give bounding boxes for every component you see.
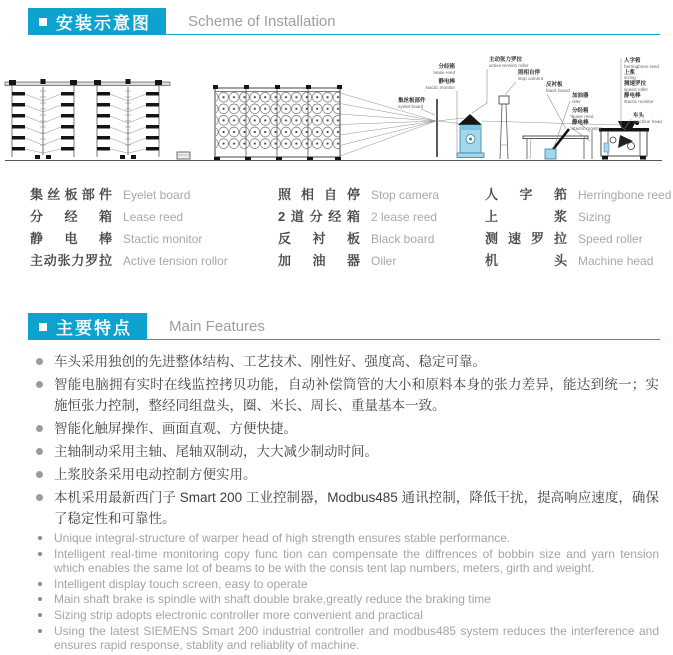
control-box <box>177 152 190 159</box>
label-eyelet-board-zh: 集丝板部件 <box>398 98 426 104</box>
installation-title-zh: 安装示意图 <box>56 14 151 33</box>
term-zh: 上浆 <box>485 209 567 224</box>
label-speed-roller-zh: 测速罗拉 <box>624 81 647 87</box>
label-black-board-zh: 反衬板 <box>546 82 563 88</box>
label-lease-reed2-en: lease reed <box>572 114 594 119</box>
glossary-row <box>485 184 673 206</box>
glossary-row <box>278 206 485 228</box>
glossary-row <box>30 206 278 228</box>
bullet-icon <box>36 381 43 388</box>
label-eyelet-board-en: eyelet board <box>398 104 424 109</box>
term-en: 2 lease reed <box>371 210 438 224</box>
term-en: Active tension rollor <box>123 254 228 268</box>
label-machine-head-en: machine head <box>633 119 662 124</box>
bullet-icon <box>36 471 43 478</box>
square-bullet-icon <box>39 18 47 26</box>
label-oiler-zh: 加油器 <box>572 93 589 99</box>
installation-title-en: Scheme of Installation <box>188 13 336 30</box>
label-static-monitor3-zh: 静电棒 <box>624 93 641 99</box>
glossary-row <box>30 184 278 206</box>
label-sizing-zh: 上浆 <box>624 70 636 76</box>
feature-text: Using the latest SIEMENS Smart 200 industrial controller and modbus485 system reduces the interference and ensures rapid response, stablity and reliablity of machine. <box>54 623 659 653</box>
feature-item <box>30 577 659 592</box>
feature-item <box>30 351 659 372</box>
glossary-row <box>485 250 673 272</box>
feature-item <box>30 624 659 653</box>
installation-title-badge <box>28 8 166 35</box>
term-en: Eyelet board <box>123 188 191 202</box>
label-black-board-en: black board <box>546 88 570 93</box>
features-list-zh <box>30 351 659 531</box>
features-title-en: Main Features <box>169 318 265 335</box>
glossary-column-2 <box>278 184 485 272</box>
label-static-monitor-en: stactic monitor <box>425 85 455 90</box>
installation-diagram <box>0 45 673 180</box>
term-zh: 反衬板 <box>278 231 360 246</box>
term-en: Stop camera <box>371 188 440 202</box>
glossary-table <box>0 184 673 272</box>
term-en: Herringbone reed <box>578 188 672 202</box>
bullet-icon <box>36 448 43 455</box>
bullet-icon <box>36 358 43 365</box>
feature-text: Unique integral-structure of warper head of high strength ensures stable performance. <box>54 531 511 545</box>
square-bullet-icon <box>39 323 47 331</box>
installation-section-header <box>28 8 660 35</box>
features-section-header <box>28 313 660 340</box>
feature-text: 主轴制动采用主轴、尾轴双制动，大大减少制动时间。 <box>54 444 378 459</box>
feature-text: 车头采用独创的先进整体结构、工艺技术、刚性好、强度高、稳定可靠。 <box>54 354 486 369</box>
feature-text: Intelligent display touch screen, easy to operate <box>54 576 308 591</box>
label-lease-reed2-zh: 分经箱 <box>572 108 589 114</box>
term-zh: 2道分经箱 <box>278 209 360 224</box>
label-stop-camera-en: stop camera <box>518 76 544 81</box>
label-active-tension-en: active tension rollor <box>489 63 529 68</box>
bobbin-creel-panel <box>213 85 342 160</box>
stop-camera <box>499 96 509 159</box>
features-title-badge <box>28 313 147 340</box>
features-list-en <box>30 531 659 654</box>
label-lease-reed-en: lease reed <box>433 70 455 75</box>
term-en: Black board <box>371 232 435 246</box>
warper-creel-left <box>9 79 77 159</box>
label-static-monitor2-en: stactic monitor <box>572 126 602 131</box>
term-zh: 集丝板部件 <box>30 187 112 202</box>
black-board <box>551 129 569 152</box>
bullet-icon <box>38 629 42 633</box>
feature-text: 本机采用最新西门子 Smart 200 工业控制器，Modbus485 通讯控制，降低干扰，提高响应速度，确保了稳定性和可靠性。 <box>54 490 659 526</box>
term-zh: 静电棒 <box>30 231 112 246</box>
bullet-icon <box>38 552 42 556</box>
glossary-row <box>278 184 485 206</box>
bullet-icon <box>38 597 42 601</box>
warper-creel-right <box>94 79 162 159</box>
term-zh: 分经箱 <box>30 209 112 224</box>
label-static-monitor-zh: 静电棒 <box>438 79 455 85</box>
bullet-icon <box>38 536 42 540</box>
feature-text: 智能电脑拥有实时在线监控拷贝功能，自动补偿筒管的大小和原料本身的张力差异，能达到统一；实施恒张力控制，整经同组盘头，圈、米长、周长、重量基本一致。 <box>54 377 659 413</box>
term-en: Lease reed <box>123 210 184 224</box>
term-zh: 主动张力罗拉 <box>30 253 112 268</box>
label-active-tension-zh: 主动张力罗拉 <box>489 57 523 63</box>
label-oiler-en: oiler <box>572 99 581 104</box>
feature-text: 智能化触屏操作、画面直观、方便快捷。 <box>54 421 297 436</box>
active-tension-roller <box>457 114 484 158</box>
feature-item <box>30 608 659 623</box>
term-zh: 加油器 <box>278 253 360 268</box>
feature-item <box>30 487 659 529</box>
term-en: Stactic monitor <box>123 232 203 246</box>
label-herringbone-en: herringbone reed <box>624 64 659 69</box>
creel-rail <box>5 82 170 86</box>
bullet-icon <box>36 494 43 501</box>
term-en: Oiler <box>371 254 397 268</box>
glossary-row <box>30 228 278 250</box>
feature-text: Main shaft brake is spindle with shaft double brake,greatly reduce the braking time <box>54 592 491 607</box>
oiler-box <box>545 149 556 159</box>
feature-item <box>30 547 659 576</box>
glossary-row <box>278 228 485 250</box>
feature-text: Sizing strip adopts electronic controller more convenient and practical <box>54 607 423 622</box>
term-en: Speed roller <box>578 232 643 246</box>
feature-item <box>30 531 659 546</box>
glossary-column-3 <box>485 184 673 272</box>
label-static-monitor3-en: stactic monitor <box>624 99 654 104</box>
term-zh: 机头 <box>485 253 567 268</box>
label-stop-camera-zh: 照相自停 <box>518 70 541 76</box>
bullet-icon <box>36 425 43 432</box>
machine-head <box>599 121 649 160</box>
glossary-row <box>278 250 485 272</box>
feature-item <box>30 418 659 439</box>
feature-item <box>30 374 659 416</box>
feature-text: 上浆胶条采用电动控制方便实用。 <box>54 467 257 482</box>
feature-item <box>30 592 659 607</box>
features-title-zh: 主要特点 <box>56 319 132 338</box>
feature-text: Intelligent real-time monitoring copy func tion can compensate the diffrences of bobbin size and yarn tension which enables the same lot of beams to be with the consis tent lap numbers, meters, girth and weight. <box>54 546 659 576</box>
yarn-line <box>482 121 620 125</box>
term-en: Sizing <box>578 210 611 224</box>
label-static-monitor2-zh: 静电棒 <box>572 120 589 126</box>
bullet-icon <box>38 613 42 617</box>
label-herringbone-zh: 人字筘 <box>624 58 641 64</box>
label-sizing-en: sizing <box>624 75 636 80</box>
glossary-row <box>485 228 673 250</box>
glossary-row <box>30 250 278 272</box>
label-lease-reed-zh: 分经箱 <box>438 64 455 70</box>
bullet-icon <box>38 582 42 586</box>
glossary-row <box>485 206 673 228</box>
glossary-column-1 <box>30 184 278 272</box>
term-en: Machine head <box>578 254 654 268</box>
feature-item <box>30 464 659 485</box>
feature-item <box>30 441 659 462</box>
label-speed-roller-en: speed roller <box>624 87 649 92</box>
inspection-table <box>523 129 592 159</box>
term-zh: 人字筘 <box>485 187 567 202</box>
term-zh: 测速罗拉 <box>485 231 567 246</box>
label-machine-head-zh: 车头 <box>633 113 645 119</box>
term-zh: 照相自停 <box>278 187 360 202</box>
